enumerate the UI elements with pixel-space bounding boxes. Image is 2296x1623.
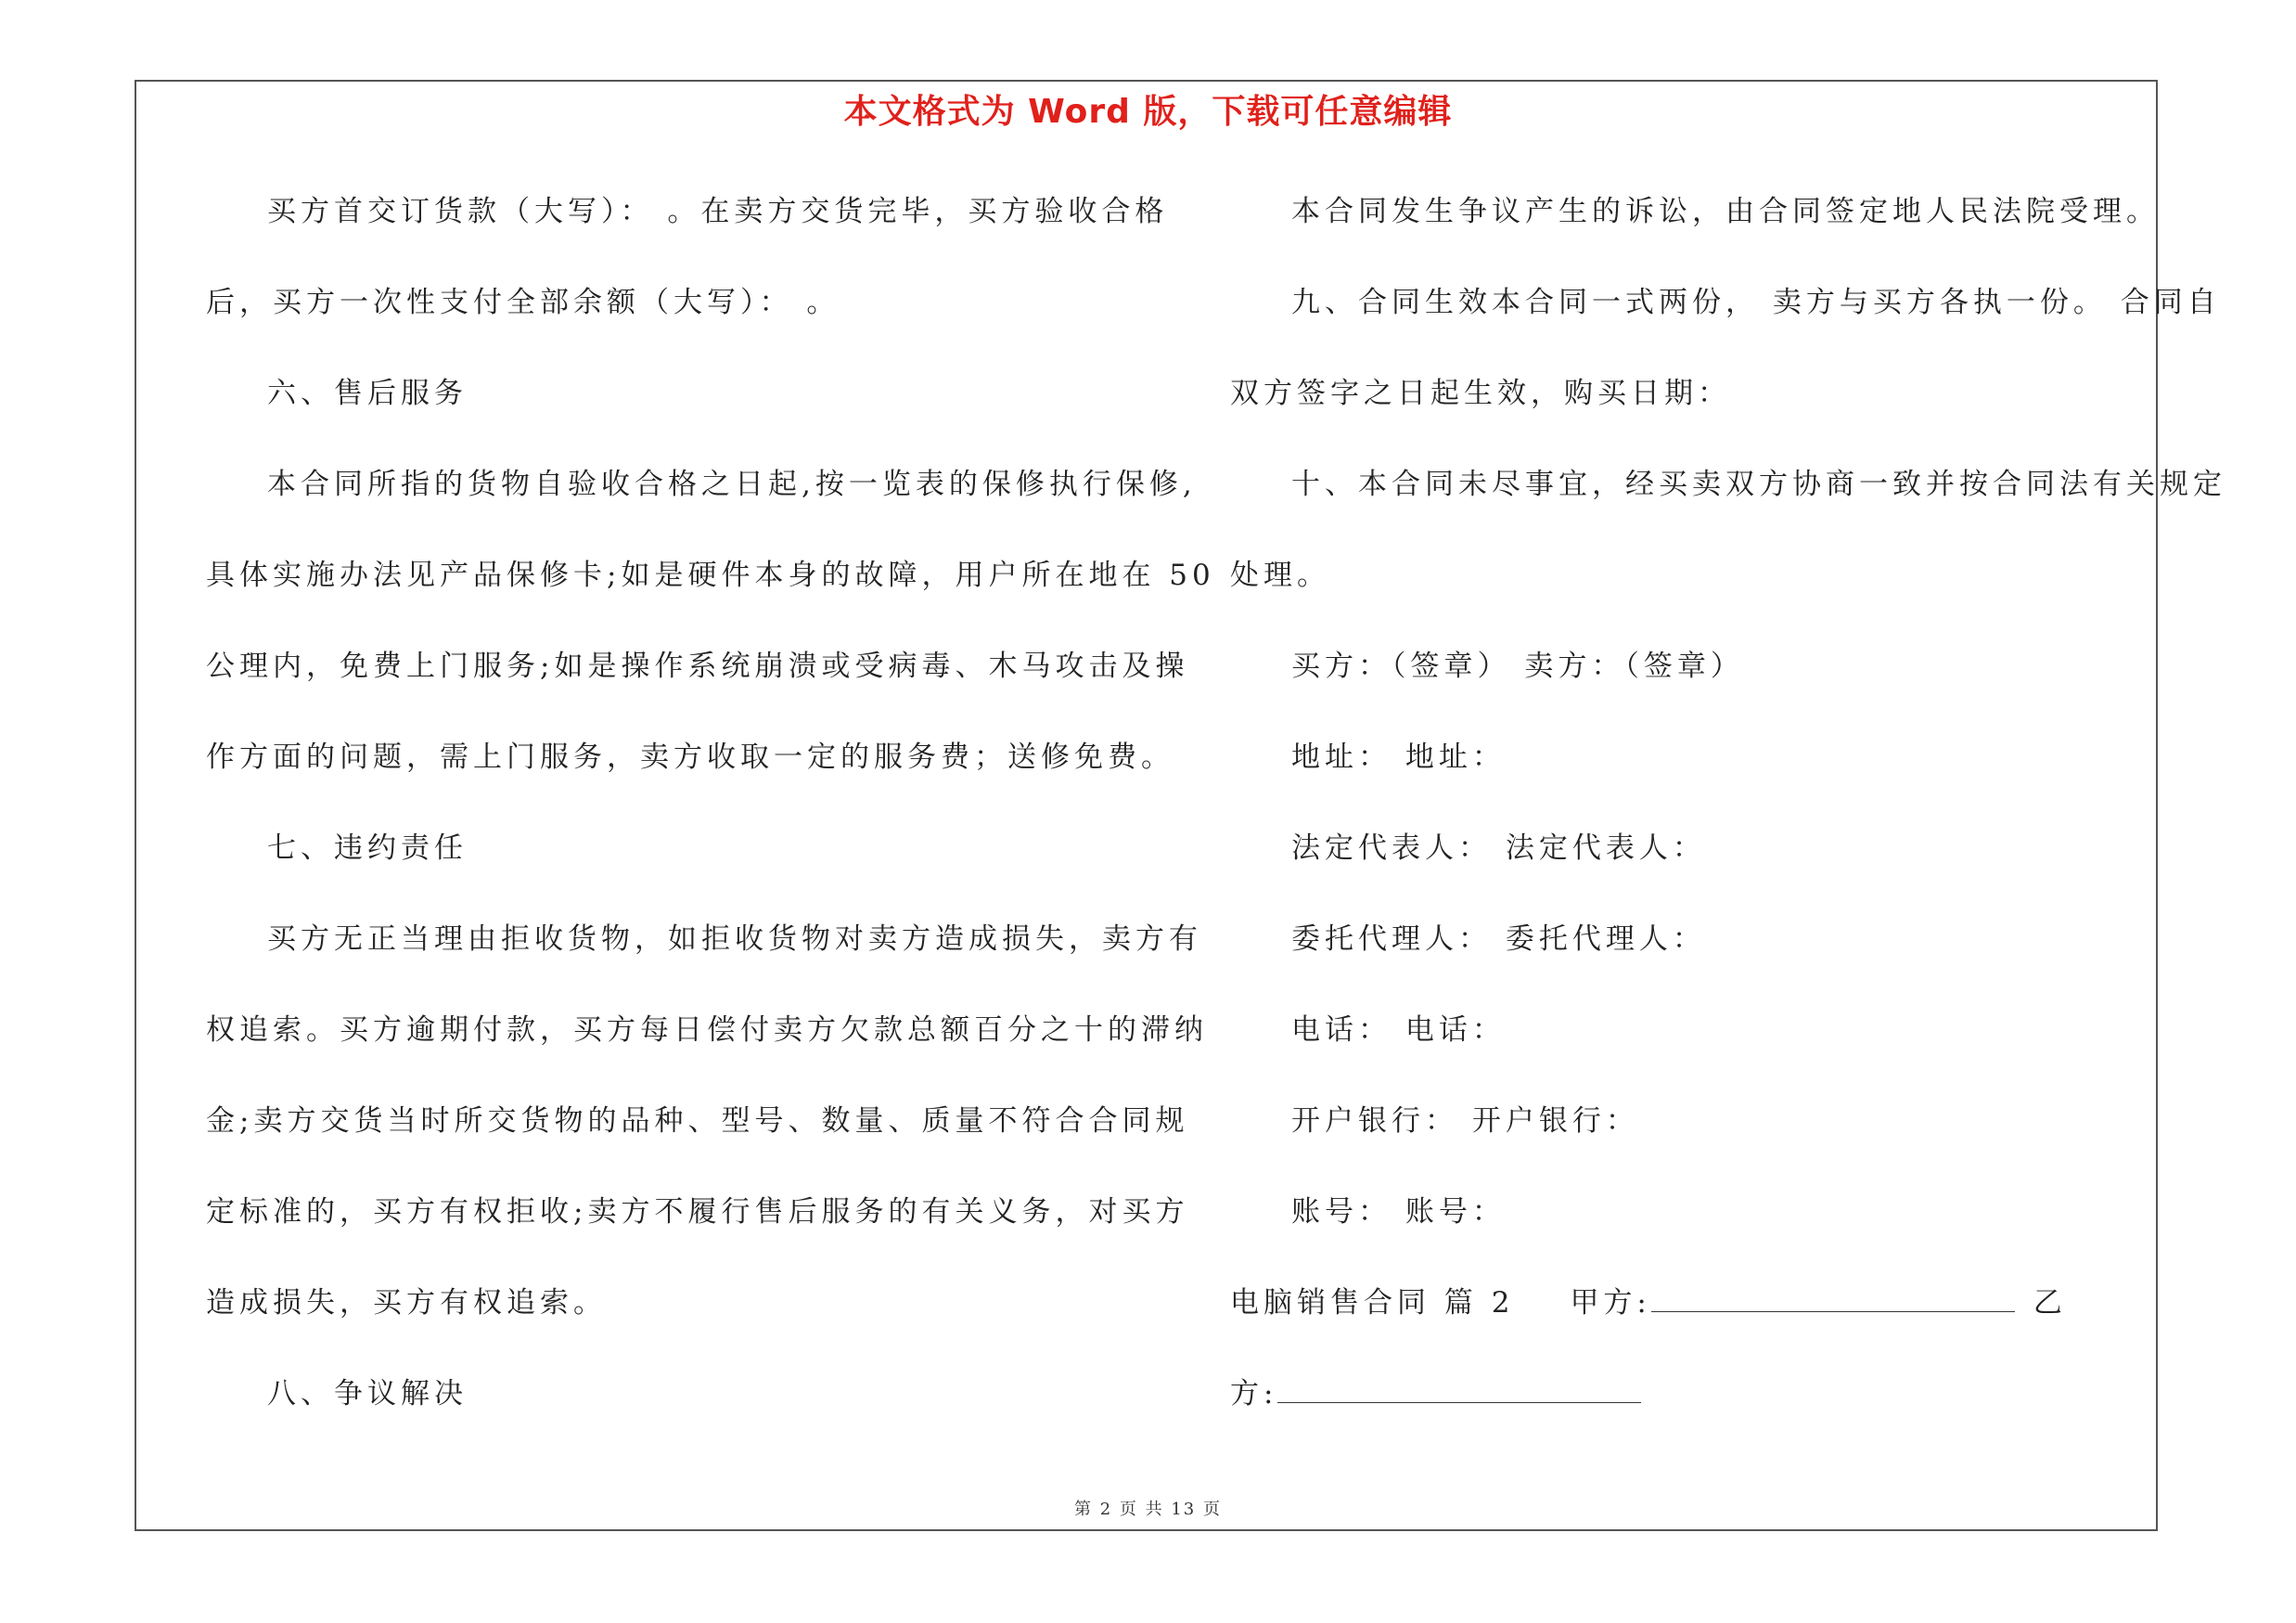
phone-line: 电话： 电话：	[1291, 1013, 1506, 1047]
paragraph-line: 具体实施办法见产品保修卡;如是硬件本身的故障，用户所在地在 50	[206, 559, 1215, 592]
paragraph-line: 十、本合同未尽事宜，经买卖双方协商一致并按合同法有关规定	[1291, 468, 2226, 501]
left-column	[206, 181, 1215, 1454]
party-a-blank	[1651, 1280, 2015, 1312]
party-b-blank	[1277, 1371, 1641, 1403]
page-number: 第 2 页 共 13 页	[1074, 1500, 1222, 1519]
contract2-party-b-line	[1230, 1363, 2158, 1454]
section-heading: 七、违约责任	[267, 831, 468, 865]
paragraph-line: 金;卖方交货当时所交货物的品种、型号、数量、质量不符合合同规	[206, 1104, 1189, 1138]
paragraph-line: 作方面的问题，需上门服务，卖方收取一定的服务费；送修免费。	[206, 741, 1174, 774]
right-column	[1230, 181, 2226, 1454]
address-line: 地址： 地址：	[1291, 741, 1506, 774]
bank-line: 开户银行： 开户银行：	[1291, 1104, 1639, 1138]
party-b-label: 方:	[1230, 1377, 1278, 1410]
contract2-title: 电脑销售合同 篇 2	[1230, 1286, 1515, 1320]
paragraph-line: 本合同发生争议产生的诉讼，由合同签定地人民法院受理。	[1291, 195, 2160, 228]
legal-representative-line: 法定代表人： 法定代表人：	[1291, 831, 1706, 865]
party-a-label: 甲方:	[1570, 1286, 1651, 1320]
section-heading: 八、争议解决	[267, 1377, 468, 1410]
paragraph-line: 本合同所指的货物自验收合格之日起,按一览表的保修执行保修,	[267, 468, 1197, 501]
paragraph-line: 买方首交订货款（大写）： 。在卖方交货完毕，买方验收合格	[267, 195, 1169, 228]
paragraph-line: 公理内，免费上门服务;如是操作系统崩溃或受病毒、木马攻击及操	[206, 650, 1189, 683]
paragraph-line: 定标准的，买方有权拒收;卖方不履行售后服务的有关义务，对买方	[206, 1195, 1189, 1229]
contract2-party-a-line	[1230, 1272, 2158, 1363]
paragraph-line: 处理。	[1230, 559, 1330, 592]
paragraph-line: 造成损失，买方有权追索。	[206, 1286, 607, 1320]
paragraph-line: 双方签字之日起生效，购买日期：	[1230, 377, 1731, 410]
paragraph-line: 后，买方一次性支付全部余额（大写）： 。	[206, 286, 840, 319]
signature-line: 买方：（签章） 卖方：（签章）	[1291, 650, 1744, 683]
party-b-char: 乙	[2033, 1286, 2067, 1320]
agent-line: 委托代理人： 委托代理人：	[1291, 922, 1706, 956]
paragraph-line: 权追索。买方逾期付款，买方每日偿付卖方欠款总额百分之十的滞纳	[206, 1013, 1208, 1047]
edit-notice-banner: 本文格式为 Word 版，下载可任意编辑	[843, 93, 1453, 131]
paragraph-line: 买方无正当理由拒收货物，如拒收货物对卖方造成损失，卖方有	[267, 922, 1202, 956]
paragraph-line: 九、合同生效本合同一式两份， 卖方与买方各执一份。 合同自	[1291, 286, 2221, 319]
account-line: 账号： 账号：	[1291, 1195, 1506, 1229]
section-heading: 六、售后服务	[267, 377, 468, 410]
